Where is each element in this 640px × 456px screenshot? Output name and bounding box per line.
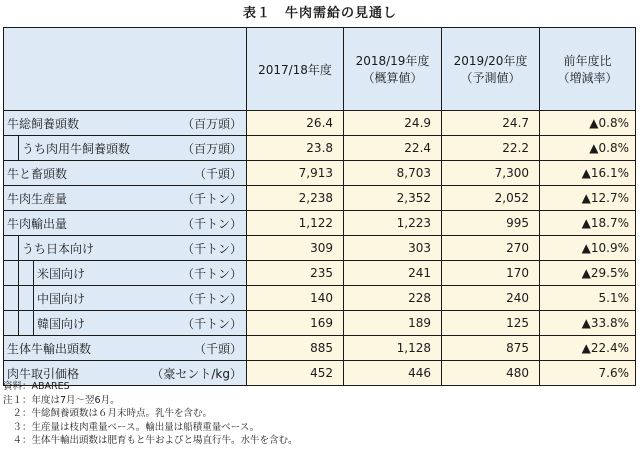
footnote-line: 資料：ABARES <box>3 381 70 392</box>
table-row <box>4 311 636 336</box>
value-cell: 2,352 <box>344 186 442 211</box>
value-cell: 1,128 <box>344 336 442 361</box>
row-label: 生体牛輸出頭数 <box>7 341 92 356</box>
indent-cell <box>4 286 19 311</box>
value-cell: 240 <box>442 286 540 311</box>
table-row <box>4 186 636 211</box>
supply-demand-table <box>3 27 636 386</box>
row-label: うち肉用牛飼養頭数 <box>22 141 131 156</box>
column-header-2018 <box>344 28 442 111</box>
row-label-cell <box>4 211 247 236</box>
table-row <box>4 236 636 261</box>
ratio-cell: ▲10.9% <box>540 236 636 261</box>
row-unit: （百万頭） <box>182 141 243 156</box>
value-cell: 2,238 <box>247 186 344 211</box>
table-row <box>4 161 636 186</box>
value-cell: 1,122 <box>247 211 344 236</box>
indent-cell <box>19 311 34 336</box>
column-header-text: 2018/19年度 <box>355 54 430 68</box>
value-cell: 235 <box>247 261 344 286</box>
row-unit: （千トン） <box>182 291 243 306</box>
footnotes <box>3 380 298 448</box>
value-cell: 22.4 <box>344 136 442 161</box>
row-label: 牛総飼養頭数 <box>7 116 80 131</box>
ratio-cell: ▲18.7% <box>540 211 636 236</box>
table-title: 表１ 牛肉需給の見通し <box>242 6 397 21</box>
row-unit: （千トン） <box>182 241 243 256</box>
ratio-cell: ▲16.1% <box>540 161 636 186</box>
value-cell: 24.9 <box>344 111 442 136</box>
footnote-line: ４：生体牛輸出頭数は肥育もと牛およびと場直行牛。水牛を含む。 <box>3 435 298 446</box>
column-header-text: 2017/18年度 <box>258 62 332 77</box>
row-unit: （千トン） <box>182 316 243 331</box>
table-row <box>4 211 636 236</box>
column-header-2019 <box>442 28 540 111</box>
value-cell: 309 <box>247 236 344 261</box>
indent-cell <box>4 136 19 161</box>
row-label-cell <box>4 186 247 211</box>
row-label: 米国向け <box>37 266 86 281</box>
row-label-cell <box>19 136 247 161</box>
value-cell: 125 <box>442 311 540 336</box>
table-row <box>4 286 636 311</box>
value-cell: 140 <box>247 286 344 311</box>
row-label-cell <box>34 311 247 336</box>
header-row <box>4 28 636 111</box>
row-label: 中国向け <box>37 291 86 306</box>
row-label-cell <box>34 286 247 311</box>
column-header-ratio <box>540 28 636 111</box>
row-label: 牛肉輸出量 <box>7 216 68 231</box>
row-unit: （百万頭） <box>182 116 243 131</box>
indent-cell <box>4 236 19 261</box>
row-unit: （千トン） <box>182 216 243 231</box>
footnote-line: ３：生産量は枝肉重量ベース。輸出量は船積重量ベース。 <box>3 421 260 433</box>
ratio-cell: ▲33.8% <box>540 311 636 336</box>
row-label-cell <box>4 111 247 136</box>
indent-cell <box>4 311 19 336</box>
column-header-text: 前年度比 <box>563 54 612 68</box>
column-header-subtext: （概算値） <box>362 71 423 85</box>
column-header-text: 2019/20年度 <box>453 54 528 68</box>
row-label-cell <box>19 236 247 261</box>
ratio-cell: 7.6% <box>540 361 636 386</box>
footnote-line: 注１：年度は7月～翌6月。 <box>3 394 120 406</box>
value-cell: 169 <box>247 311 344 336</box>
ratio-cell: ▲0.8% <box>540 111 636 136</box>
value-cell: 22.2 <box>442 136 540 161</box>
header-corner <box>4 28 247 111</box>
value-cell: 8,703 <box>344 161 442 186</box>
value-cell: 26.4 <box>247 111 344 136</box>
row-label: 牛肉生産量 <box>7 191 68 206</box>
ratio-cell: ▲29.5% <box>540 261 636 286</box>
indent-cell <box>4 261 19 286</box>
ratio-cell: ▲0.8% <box>540 136 636 161</box>
row-label: 肉牛取引価格 <box>7 366 80 381</box>
row-label-cell <box>4 336 247 361</box>
ratio-cell: ▲22.4% <box>540 336 636 361</box>
row-label: うち日本向け <box>22 241 95 256</box>
table-row <box>4 136 636 161</box>
row-unit: （千トン） <box>182 191 243 206</box>
table-row <box>4 111 636 136</box>
row-unit: （千頭） <box>194 341 243 356</box>
value-cell: 241 <box>344 261 442 286</box>
value-cell: 452 <box>247 361 344 386</box>
table-row <box>4 261 636 286</box>
value-cell: 7,913 <box>247 161 344 186</box>
row-label-cell <box>34 261 247 286</box>
row-unit: （豪セント/kg） <box>151 366 243 381</box>
value-cell: 7,300 <box>442 161 540 186</box>
value-cell: 228 <box>344 286 442 311</box>
column-header-2017 <box>247 28 344 111</box>
value-cell: 2,052 <box>442 186 540 211</box>
value-cell: 875 <box>442 336 540 361</box>
row-unit: （千トン） <box>182 266 243 281</box>
indent-cell <box>19 261 34 286</box>
row-unit: （千頭） <box>194 166 243 181</box>
value-cell: 24.7 <box>442 111 540 136</box>
ratio-cell: ▲12.7% <box>540 186 636 211</box>
column-header-subtext: （増減率） <box>557 71 618 85</box>
value-cell: 170 <box>442 261 540 286</box>
row-label: 韓国向け <box>37 316 86 331</box>
value-cell: 446 <box>344 361 442 386</box>
table-row <box>4 336 636 361</box>
column-header-subtext: （予測値） <box>460 71 521 85</box>
value-cell: 189 <box>344 311 442 336</box>
ratio-cell: 5.1% <box>540 286 636 311</box>
footnote-line: ２：牛総飼養頭数は６月末時点。乳牛を含む。 <box>3 408 213 419</box>
value-cell: 995 <box>442 211 540 236</box>
value-cell: 270 <box>442 236 540 261</box>
indent-cell <box>19 286 34 311</box>
row-label: 牛と畜頭数 <box>7 166 68 181</box>
value-cell: 885 <box>247 336 344 361</box>
value-cell: 480 <box>442 361 540 386</box>
value-cell: 23.8 <box>247 136 344 161</box>
value-cell: 1,223 <box>344 211 442 236</box>
row-label-cell <box>4 161 247 186</box>
value-cell: 303 <box>344 236 442 261</box>
